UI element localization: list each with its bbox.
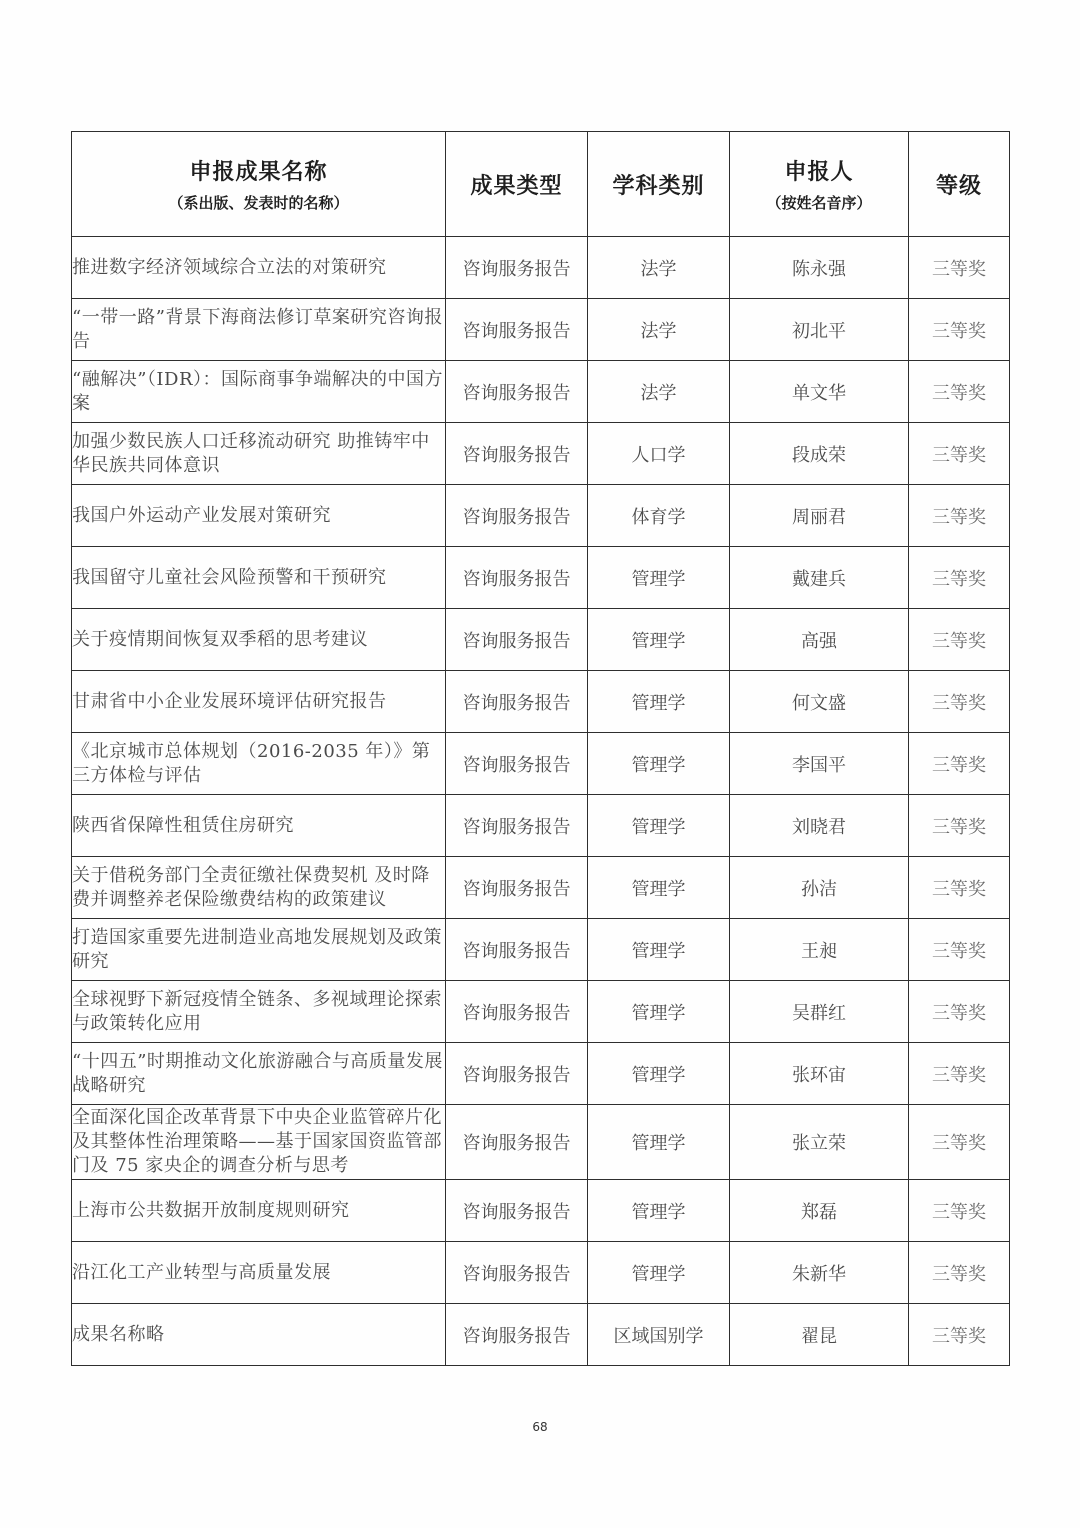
achievement-type-cell: 咨询服务报告: [446, 423, 588, 485]
achievement-name-cell: 甘肃省中小企业发展环境评估研究报告: [72, 671, 446, 733]
achievement-type-cell: 咨询服务报告: [446, 1105, 588, 1180]
applicant-cell: 孙洁: [730, 857, 909, 919]
header-applicant: 申报人 （按姓名音序）: [730, 132, 909, 237]
applicant-cell: 陈永强: [730, 237, 909, 299]
grade-cell: 三等奖: [909, 671, 1010, 733]
achievement-name-cell: 我国户外运动产业发展对策研究: [72, 485, 446, 547]
achievement-type-cell: 咨询服务报告: [446, 795, 588, 857]
achievement-name-cell: 我国留守儿童社会风险预警和干预研究: [72, 547, 446, 609]
table-row: [72, 423, 1010, 485]
achievement-name-cell: 沿江化工产业转型与高质量发展: [72, 1242, 446, 1304]
achievement-type-cell: 咨询服务报告: [446, 1304, 588, 1366]
achievement-name-cell: 上海市公共数据开放制度规则研究: [72, 1180, 446, 1242]
discipline-cell: 管理学: [588, 919, 730, 981]
grade-cell: 三等奖: [909, 1105, 1010, 1180]
grade-cell: 三等奖: [909, 733, 1010, 795]
achievement-type-cell: 咨询服务报告: [446, 485, 588, 547]
table-row: [72, 857, 1010, 919]
discipline-cell: 管理学: [588, 1105, 730, 1180]
applicant-cell: 何文盛: [730, 671, 909, 733]
discipline-cell: 人口学: [588, 423, 730, 485]
grade-cell: 三等奖: [909, 485, 1010, 547]
table-row: [72, 671, 1010, 733]
achievement-type-cell: 咨询服务报告: [446, 547, 588, 609]
discipline-cell: 管理学: [588, 671, 730, 733]
discipline-cell: 管理学: [588, 857, 730, 919]
grade-cell: 三等奖: [909, 237, 1010, 299]
achievement-type-cell: 咨询服务报告: [446, 857, 588, 919]
table-row: [72, 1242, 1010, 1304]
achievement-type-cell: 咨询服务报告: [446, 671, 588, 733]
table-row: [72, 299, 1010, 361]
discipline-cell: 管理学: [588, 733, 730, 795]
applicant-cell: 朱新华: [730, 1242, 909, 1304]
table-row: [72, 795, 1010, 857]
achievement-name-cell: “一带一路”背景下海商法修订草案研究咨询报告: [72, 299, 446, 361]
table-row: [72, 361, 1010, 423]
discipline-cell: 管理学: [588, 547, 730, 609]
discipline-cell: 法学: [588, 237, 730, 299]
header-grade: 等级: [909, 132, 1010, 237]
table-row: [72, 733, 1010, 795]
discipline-cell: 区域国别学: [588, 1304, 730, 1366]
applicant-cell: 李国平: [730, 733, 909, 795]
achievement-name-cell: 全面深化国企改革背景下中央企业监管碎片化及其整体性治理策略——基于国家国资监管部门及 75 家央企的调查分析与思考: [72, 1105, 446, 1180]
achievement-name-cell: 《北京城市总体规划（2016-2035 年）》第三方体检与评估: [72, 733, 446, 795]
achievement-type-cell: 咨询服务报告: [446, 237, 588, 299]
achievement-name-cell: 推进数字经济领域综合立法的对策研究: [72, 237, 446, 299]
achievement-name-cell: 成果名称略: [72, 1304, 446, 1366]
achievement-name-cell: 关于疫情期间恢复双季稻的思考建议: [72, 609, 446, 671]
grade-cell: 三等奖: [909, 795, 1010, 857]
header-discipline: 学科类别: [588, 132, 730, 237]
discipline-cell: 管理学: [588, 1242, 730, 1304]
grade-cell: 三等奖: [909, 361, 1010, 423]
grade-cell: 三等奖: [909, 1242, 1010, 1304]
discipline-cell: 管理学: [588, 795, 730, 857]
grade-cell: 三等奖: [909, 857, 1010, 919]
grade-cell: 三等奖: [909, 423, 1010, 485]
applicant-cell: 张环宙: [730, 1043, 909, 1105]
achievement-name-cell: 全球视野下新冠疫情全链条、多视域理论探索与政策转化应用: [72, 981, 446, 1043]
applicant-cell: 翟昆: [730, 1304, 909, 1366]
table-row: [72, 485, 1010, 547]
applicant-cell: 郑磊: [730, 1180, 909, 1242]
achievement-name-cell: 陕西省保障性租赁住房研究: [72, 795, 446, 857]
discipline-cell: 管理学: [588, 981, 730, 1043]
achievement-name-cell: “十四五”时期推动文化旅游融合与高质量发展战略研究: [72, 1043, 446, 1105]
grade-cell: 三等奖: [909, 547, 1010, 609]
table-row: [72, 237, 1010, 299]
awards-table: [71, 131, 1010, 1366]
applicant-cell: 刘晓君: [730, 795, 909, 857]
discipline-cell: 法学: [588, 299, 730, 361]
achievement-type-cell: 咨询服务报告: [446, 1180, 588, 1242]
header-achievement-name: 申报成果名称 （系出版、发表时的名称）: [72, 132, 446, 237]
achievement-name-cell: 关于借税务部门全责征缴社保费契机 及时降费并调整养老保险缴费结构的政策建议: [72, 857, 446, 919]
table-row: [72, 919, 1010, 981]
achievement-name-cell: 加强少数民族人口迁移流动研究 助推铸牢中华民族共同体意识: [72, 423, 446, 485]
table-row: [72, 1043, 1010, 1105]
applicant-cell: 高强: [730, 609, 909, 671]
achievement-type-cell: 咨询服务报告: [446, 981, 588, 1043]
grade-cell: 三等奖: [909, 1304, 1010, 1366]
achievement-type-cell: 咨询服务报告: [446, 609, 588, 671]
table-row: [72, 1105, 1010, 1180]
applicant-cell: 王昶: [730, 919, 909, 981]
achievement-type-cell: 咨询服务报告: [446, 919, 588, 981]
grade-cell: 三等奖: [909, 609, 1010, 671]
applicant-cell: 单文华: [730, 361, 909, 423]
achievement-type-cell: 咨询服务报告: [446, 1242, 588, 1304]
achievement-type-cell: 咨询服务报告: [446, 1043, 588, 1105]
discipline-cell: 法学: [588, 361, 730, 423]
applicant-cell: 张立荣: [730, 1105, 909, 1180]
applicant-cell: 初北平: [730, 299, 909, 361]
achievement-name-cell: “融解决”（IDR）：国际商事争端解决的中国方案: [72, 361, 446, 423]
grade-cell: 三等奖: [909, 299, 1010, 361]
applicant-cell: 段成荣: [730, 423, 909, 485]
achievement-name-cell: 打造国家重要先进制造业高地发展规划及政策研究: [72, 919, 446, 981]
table-header-row: [72, 132, 1010, 237]
header-achievement-type: 成果类型: [446, 132, 588, 237]
grade-cell: 三等奖: [909, 1043, 1010, 1105]
page-number: 68: [532, 1420, 548, 1434]
grade-cell: 三等奖: [909, 919, 1010, 981]
achievement-type-cell: 咨询服务报告: [446, 361, 588, 423]
applicant-cell: 周丽君: [730, 485, 909, 547]
discipline-cell: 管理学: [588, 1180, 730, 1242]
discipline-cell: 体育学: [588, 485, 730, 547]
grade-cell: 三等奖: [909, 1180, 1010, 1242]
grade-cell: 三等奖: [909, 981, 1010, 1043]
discipline-cell: 管理学: [588, 609, 730, 671]
achievement-type-cell: 咨询服务报告: [446, 299, 588, 361]
table-row: [72, 1180, 1010, 1242]
discipline-cell: 管理学: [588, 1043, 730, 1105]
table-row: [72, 1304, 1010, 1366]
table-row: [72, 547, 1010, 609]
applicant-cell: 吴群红: [730, 981, 909, 1043]
achievement-type-cell: 咨询服务报告: [446, 733, 588, 795]
table-row: [72, 609, 1010, 671]
applicant-cell: 戴建兵: [730, 547, 909, 609]
table-row: [72, 981, 1010, 1043]
